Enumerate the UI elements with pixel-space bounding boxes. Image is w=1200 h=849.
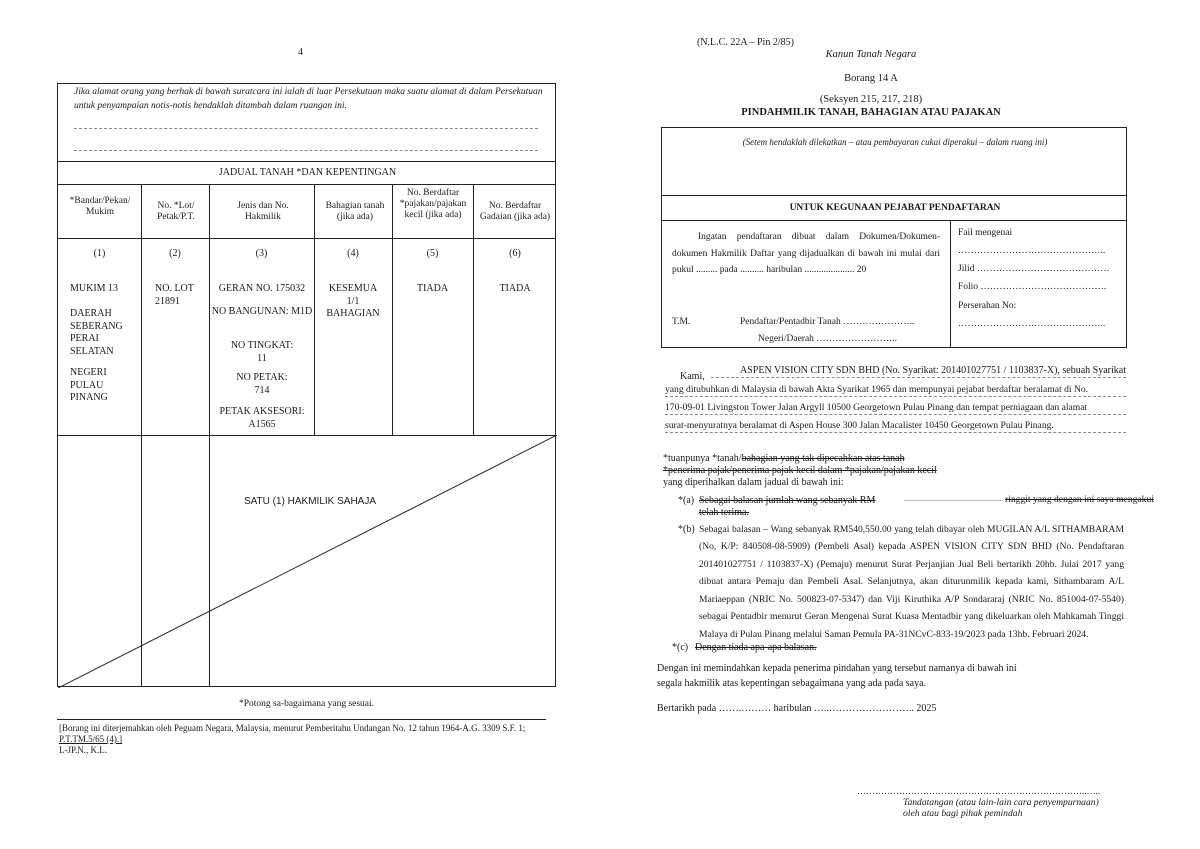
file-label: Fail mengenai — [958, 228, 1013, 238]
state-district[interactable]: Negeri/Daerah …………………….. — [758, 334, 898, 344]
clause-a-amount[interactable]: ______________________ — [904, 492, 1003, 502]
cell-negeri: NEGERI PULAU PINANG — [70, 367, 108, 403]
form-title: PINDAHMILIK TANAH, BAHAGIAN ATAU PAJAKAN — [741, 107, 1001, 118]
address-notice: Jika alamat orang yang berhak di bawah suratcara ini ialah di luar Persekutuan maka suatu alamat di dalam Persekutuan untuk penyampaian notis-notis hendaklah ditambah dalam ruangan ini. — [74, 87, 543, 111]
col-num-1: (1) — [93, 248, 106, 259]
act-title: Kanun Tanah Negara — [825, 49, 917, 60]
col-header-4: Bahagian tanah (jika ada) — [325, 201, 385, 222]
registrar-sign[interactable]: Pendaftar/Pentadbir Tanah ………………….. — [740, 317, 915, 327]
transfer-statement: Dengan ini memindahkan kepada penerima pindahan yang tersebut namanya di bawah ini segala hakmilik atas kepentingan sebagaimana yang ada pada saya. — [657, 663, 1017, 689]
transferor-line-2: yang ditubuhkan di Malaysia di bawah Akta Syarikat 1965 dan mempunyai pejabat berdaftar beralamat di No. — [665, 384, 1126, 397]
signature-line[interactable]: …………………………………………………………………..….. — [857, 786, 1100, 796]
footer-text-3: L-JP.N., K.L. — [59, 745, 108, 755]
footer-text-2: P.T.TM.5/65 (4).] — [59, 734, 123, 744]
col-header-6: No. Berdaftar Gadaian (jika ada) — [479, 201, 551, 222]
section-ref: (Seksyen 215, 217, 218) — [819, 94, 923, 105]
cell-daerah: DAERAH SEBERANG PERAI SELATAN — [70, 308, 123, 357]
cell-bangunan: NO BANGUNAN: M1D — [211, 306, 313, 317]
owner-line-1b: bahagian yang tak dipecahkan atas tanah — [741, 453, 905, 464]
col-header-1: *Bandar/Pekan/ Mukim — [69, 196, 131, 217]
clause-c-text: Dengan tiada apa-apa balasan. — [695, 642, 817, 653]
tm-label: T.M. — [672, 317, 691, 327]
cell-bahagian: KESEMUA 1/1 BAHAGIAN — [326, 283, 380, 319]
col-num-5: (5) — [426, 248, 439, 259]
signature-caption-2: oleh atau bagi pihak pemindah — [903, 808, 1023, 819]
cell-tingkat: NO TINGKAT: 11 — [230, 340, 294, 364]
col-num-6: (6) — [509, 248, 521, 259]
col-header-2: No. *Lot/ Petak/P.T. — [157, 201, 195, 222]
cell-pajakan: TIADA — [416, 283, 449, 294]
form-number: Borang 14 A — [844, 73, 898, 84]
cell-gadaian: TIADA — [499, 283, 531, 294]
clause-a-text-2: ringgit yang dengan ini saya mengakui — [1005, 494, 1154, 505]
file-field[interactable]: ……………………………………….. — [958, 246, 1106, 256]
cell-aksesori: PETAK AKSESORI: A1565 — [219, 406, 305, 430]
clause-b-label: *(b) — [678, 524, 695, 535]
col-num-4: (4) — [347, 248, 359, 259]
transferor-line-1: ASPEN VISION CITY SDN BHD (No. Syarikat: 201401027751 / 1103837-X), sebuah Syarikat — [711, 364, 1126, 378]
clause-c-label: *(c) — [672, 642, 689, 653]
stamp-note: (Setem hendaklah dilekatkan – atau pembayaran cukai diperakui – dalam ruang ini) — [742, 137, 1048, 147]
owner-line-1a: *tuanpunya *tanah/ — [663, 453, 742, 464]
single-title-note: SATU (1) HAKMILIK SAHAJA — [243, 496, 377, 507]
transferor-line-3: 170-09-01 Livingston Tower Jalan Argyll 10500 Georgetown Pulau Pinang dan tempat perniagaan dan alamat — [665, 402, 1126, 415]
serahan-label: Perserahan No: — [958, 301, 1017, 311]
stamp-box — [661, 127, 1127, 348]
delete-footnote: *Potong sa-bagaimana yang sesuai. — [238, 699, 375, 709]
clause-a-text: Sebagai balasan jumlah wang sebanyak RM — [699, 495, 876, 506]
cell-petak: NO PETAK: 714 — [236, 372, 288, 396]
col-num-2: (2) — [169, 248, 181, 259]
kami-label: Kami, — [680, 371, 705, 382]
page-number: 4 — [298, 47, 303, 58]
folio-field[interactable]: Folio …………………………………. — [958, 282, 1107, 292]
cell-mukim: MUKIM 13 — [70, 283, 119, 294]
diagonal-strike-line — [58, 435, 557, 688]
transferor-line-4: surat-menyuratnya beralamat di Aspen House 300 Jalan Macalister 10450 Georgetown Pulau Pinang. — [665, 420, 1126, 433]
office-title: UNTUK KEGUNAAN PEJABAT PENDAFTARAN — [789, 203, 1001, 213]
clause-b-text: Sebagai balasan – Wang sebanyak RM540,550.00 yang telah dibayar oleh MUGILAN A/L SITHAMBARAM (No, K/P: 840508-08-5909) (Pembeli Asal) kepada ASPEN VISION CITY SDN BHD (No. Pendaftaran 201401027751 / 1103837-X) (Pemaju) menurut Surat Perjanjian Jual Beli bertarikh 20hb. Julai 2017 yang dibuat antara Pemaju dan Pembeli Asal. Selanjutnya, akan diturunmilik kepada kami, Sithambaram A/L Mariaeppan (NRIC No. 500823-07-5347) dan Viji Kiruthika A/P Sondararaj (NRIC No. 851004-07-5540) sebagai Pentadbir menurut Geran Mengenai Surat Kuasa Mentadbir yang dikeluarkan oleh Mahkamah Tinggi Malaya di Pulau Pinang melalui Saman Pemula PA-31NCvC-833-19/2023 pada 13hb. Februari 2024. — [699, 524, 1124, 640]
owner-line-2: *penerima pajak/penerima pajak kecil dalam *pajakan/pajakan kecil — [663, 465, 937, 476]
col-header-5: No. Berdaftar *pajakan/pajakan kecil (jika ada) — [399, 188, 467, 220]
jilid-field[interactable]: Jilid …………………………………… — [958, 264, 1110, 274]
signature-caption-1: Tandatangan (atau lain-lain cara penyempurnaan) — [903, 797, 1099, 808]
clause-a-label: *(a) — [678, 495, 695, 506]
dated-line[interactable]: Bertarikh pada …….……… haribulan …..…………………….. 2025 — [657, 703, 937, 714]
footer-text-1: [Borang ini diterjemahkan oleh Peguam Negara, Malaysia, menurut Pemberitahu Undangan No. 12 tahun 1964-A.G. 3309 S.F. 1; — [59, 723, 526, 733]
owner-line-3: yang diperihalkan dalam jadual di bawah ini: — [663, 477, 844, 488]
schedule-title: JADUAL TANAH *DAN KEPENTINGAN — [218, 167, 397, 178]
schedule-box — [57, 83, 556, 687]
clause-a-text-3: telah terima. — [699, 507, 749, 518]
col-num-3: (3) — [255, 248, 268, 259]
address-line-2[interactable] — [74, 150, 538, 151]
cell-lot: NO. LOT 21891 — [155, 283, 194, 307]
col-header-3: Jenis dan No. Hakmilik — [237, 201, 289, 222]
cell-geran: GERAN NO. 175032 — [218, 283, 306, 294]
serahan-field[interactable]: ……………………………………….. — [958, 319, 1106, 329]
office-memo: Ingatan pendaftaran dibuat dalam Dokumen/Dokumen-dokumen Hakmilik Daftar yang dijadualkan di bawah ini mulai dari pukul ......... pada .......... haribulan ..................... 20 — [672, 232, 940, 276]
footer-rule — [57, 719, 546, 720]
form-code: (N.L.C. 22A – Pin 2/85) — [697, 37, 794, 48]
address-line-1[interactable] — [74, 128, 538, 129]
